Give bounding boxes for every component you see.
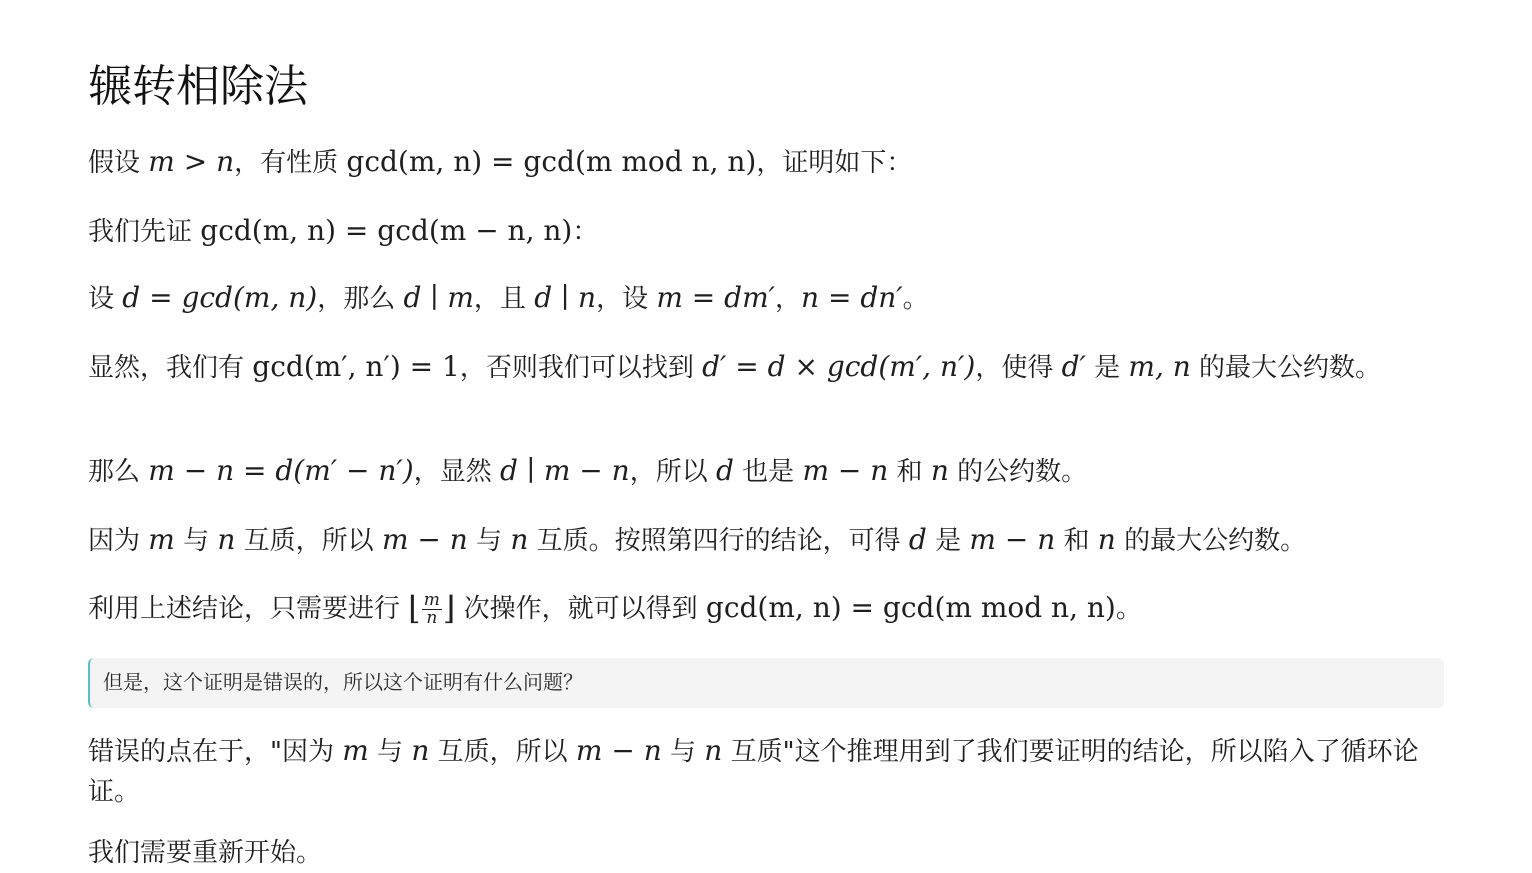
- math-inline: n: [411, 734, 430, 767]
- blockquote-question: [88, 658, 1444, 708]
- math-inline: n: [1097, 523, 1116, 556]
- math-inline: m − n = d(m′ − n′): [148, 454, 414, 487]
- math-inline: n: [510, 523, 529, 556]
- paragraph-coprime: 显然，我们有 gcd(m′, n′) = 1，否则我们可以找到 d′ = d × gcd(m′, n′)，使得 d′ 是 m, n 的最大公约数。: [88, 350, 1382, 383]
- math-inline: d ∣ n: [534, 281, 597, 314]
- math-inline: m: [148, 523, 175, 556]
- fraction-m-over-n: $\frac{m}{n}$: [423, 590, 440, 628]
- page-title: 辗转相除法: [88, 61, 308, 112]
- math-inline: gcd(m, n) = gcd(m − n, n): [200, 214, 573, 247]
- math-inline: n: [930, 454, 949, 487]
- paragraph-error-explanation: 错误的点在于，"因为 m 与 n 互质，所以 m − n 与 n 互质"这个推理用到了我们要证明的结论，所以陷入了循环论证。: [88, 734, 1419, 807]
- math-inline: n = dn′: [801, 281, 903, 314]
- math-inline: gcd(m, n) = gcd(m mod n, n): [705, 591, 1116, 624]
- floor-right-bracket: ⌋: [442, 589, 456, 627]
- math-inline: d′ = d × gcd(m′, n′): [702, 350, 976, 383]
- math-inline: m − n: [575, 734, 662, 767]
- math-inline: m: [342, 734, 369, 767]
- math-inline: d: [715, 454, 734, 487]
- math-inline: gcd(m, n) = gcd(m mod n, n): [346, 145, 757, 178]
- math-inline: gcd(m′, n′) = 1: [252, 350, 460, 383]
- paragraph-lemma: 我们先证 gcd(m, n) = gcd(m − n, n)：: [88, 214, 599, 247]
- math-inline: n: [704, 734, 723, 767]
- math-inline: m − n: [969, 523, 1056, 556]
- math-inline: m − n: [802, 454, 889, 487]
- floor-left-bracket: ⌊: [408, 589, 421, 627]
- blockquote-text: 但是，这个证明是错误的，所以这个证明有什么问题？: [103, 670, 583, 694]
- paragraph-iteration: 利用上述结论，只需要进行 ⌊ $\frac{m}{n}$ ⌋ 次操作，就可以得到 gcd(m, n) = gcd(m mod n, n)。: [88, 589, 1142, 628]
- math-inline: n: [217, 523, 236, 556]
- math-inline: m = dm′: [656, 281, 776, 314]
- paragraph-difference: 那么 m − n = d(m′ − n′)，显然 d ∣ m − n，所以 d 也是 m − n 和 n 的公约数。: [88, 454, 1088, 487]
- paragraph-gcd-conclusion: 因为 m 与 n 互质，所以 m − n 与 n 互质。按照第四行的结论，可得 d 是 m − n 和 n 的最大公约数。: [88, 523, 1307, 556]
- math-inline: d ∣ m − n: [499, 454, 630, 487]
- math-inline: m − n: [381, 523, 468, 556]
- math-inline: d = gcd(m, n): [122, 281, 318, 314]
- paragraph-premise: 假设 m > n，有性质 gcd(m, n) = gcd(m mod n, n)，证明如下：: [88, 145, 913, 178]
- math-inline: d: [908, 523, 927, 556]
- math-inline: d ∣ m: [403, 281, 474, 314]
- math-inline: m > n: [148, 145, 235, 178]
- math-inline: m, n: [1128, 350, 1191, 383]
- math-inline: d′: [1061, 350, 1086, 383]
- paragraph-restart: 我们需要重新开始。: [88, 838, 323, 868]
- paragraph-definitions: 设 d = gcd(m, n)，那么 d ∣ m，且 d ∣ n，设 m = dm′，n = dn′。: [88, 281, 929, 314]
